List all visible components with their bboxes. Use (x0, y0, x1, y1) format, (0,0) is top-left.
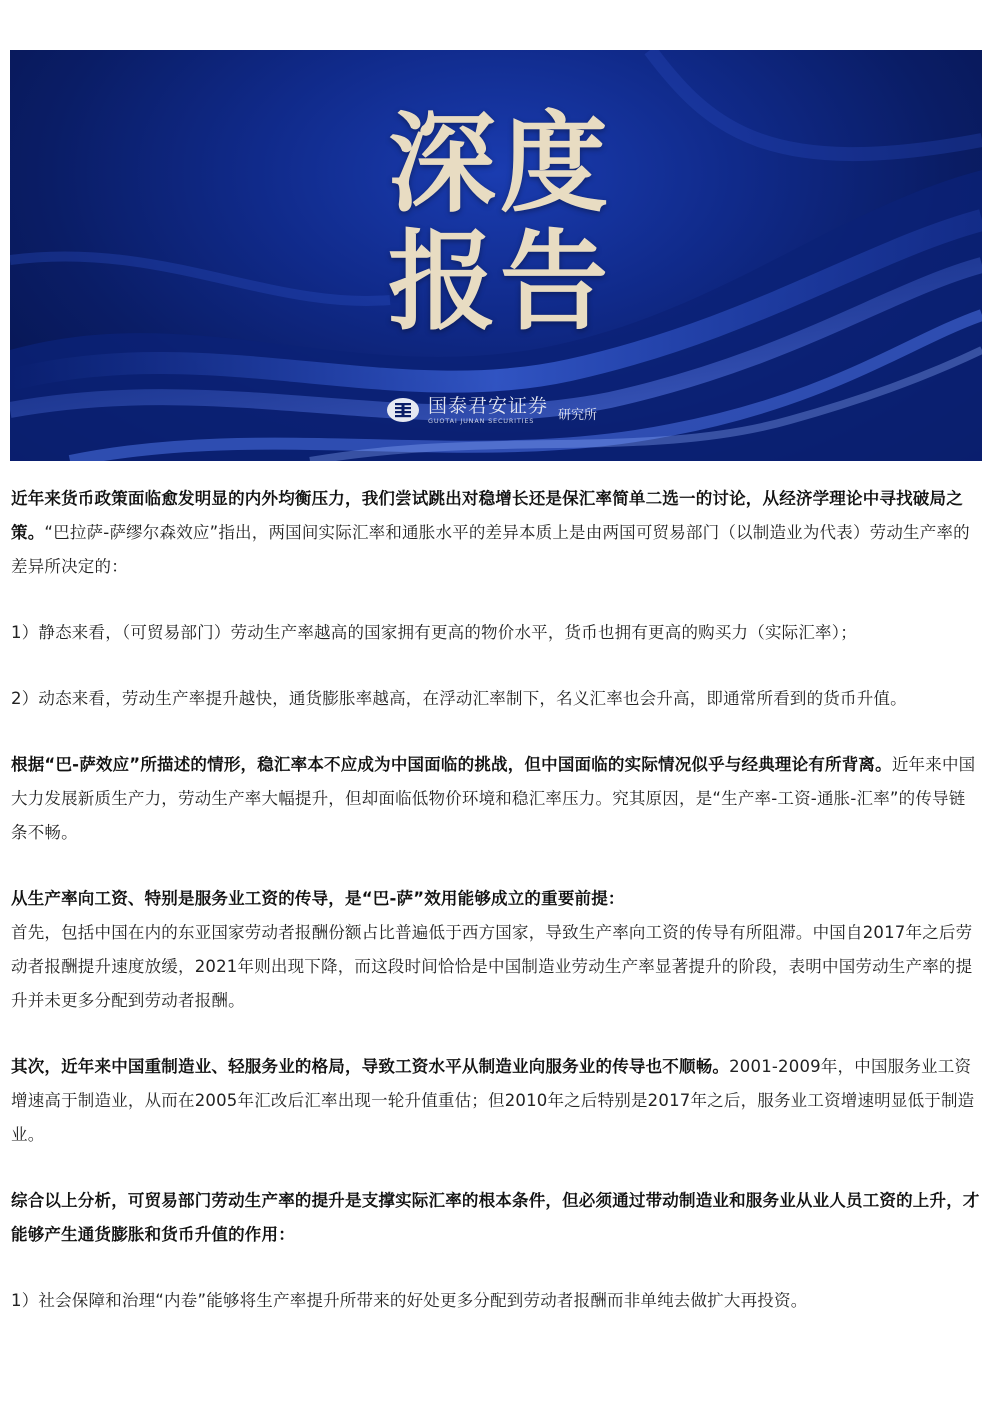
guotai-junan-logo-icon (386, 397, 420, 423)
intro-text: “巴拉萨-萨缪尔森效应”指出，两国间实际汇率和通胀水平的差异本质上是由两国可贸易部门（以制造业为代表）劳动生产率的差异所决定的： (11, 523, 970, 576)
paragraph-social-security: 1）社会保障和治理“内卷”能够将生产率提升所带来的好处更多分配到劳动者报酬而非单纯去做扩大再投资。 (11, 1291, 808, 1310)
paragraph-dynamic-view: 2）动态来看，劳动生产率提升越快，通货膨胀率越高，在浮动汇率制下，名义汇率也会升高，即通常所看到的货币升值。 (11, 689, 907, 708)
bs-effect-text: 近年来中国大力发展新质生产力，劳动生产率大幅提升，但却面临低物价环境和稳汇率压力。究其原因，是“生产率-工资-通胀-汇率”的传导链条不畅。 (11, 755, 976, 842)
brand-department: 研究所 (558, 407, 598, 423)
service-sector-text: 2001-2009年，中国服务业工资增速高于制造业，从而在2005年汇改后汇率出现一轮升值重估；但2010年之后特别是2017年之后，服务业工资增速明显低于制造业。 (11, 1057, 975, 1144)
brand-name: 国泰君安证券 (428, 394, 549, 417)
intro-bold-text: 近年来货币政策面临愈发明显的内外均衡压力，我们尝试跳出对稳增长还是保汇率简单二选一的讨论，从经济学理论中寻找破局之策。 (11, 489, 963, 542)
summary-bold-text: 综合以上分析，可贸易部门劳动生产率的提升是支撑实际汇率的根本条件，但必须通过带动制造业和服务业从业人员工资的上升，才能够产生通货膨胀和货币升值的作用： (11, 1191, 980, 1244)
banner-title-line2: 报告 (388, 219, 613, 345)
bs-effect-bold-text: 根据“巴-萨效应”所描述的情形，稳汇率本不应成为中国面临的挑战，但中国面临的实际情况似乎与经典理论有所背离。 (11, 755, 892, 774)
paragraph-bs-effect (11, 748, 981, 850)
article-body (11, 482, 981, 1318)
brand-english-name: GUOTAI JUNAN SECURITIES (428, 416, 535, 425)
paragraph-summary (11, 1184, 981, 1252)
paragraph-static-view: 1）静态来看，（可贸易部门）劳动生产率越高的国家拥有更高的物价水平，货币也拥有更高的购买力（实际汇率）； (11, 623, 857, 642)
service-sector-bold-text: 其次，近年来中国重制造业、轻服务业的格局，导致工资水平从制造业向服务业的传导也不顺畅。 (11, 1057, 730, 1076)
banner-title (388, 101, 638, 345)
report-banner (10, 50, 982, 461)
paragraph-wage-transmission (11, 882, 981, 1018)
brand-lockup (386, 390, 597, 430)
banner-title-line1: 深度 (388, 101, 613, 227)
brand-text (428, 395, 548, 426)
paragraph-service-sector (11, 1050, 981, 1152)
wage-transmission-text: 首先，包括中国在内的东亚国家劳动者报酬份额占比普遍低于西方国家，导致生产率向工资的传导有所阻滞。中国自2017年之后劳动者报酬提升速度放缓，2021年则出现下降，而这段时间恰恰是中国制造业劳动生产率显著提升的阶段，表明中国劳动生产率的提升并未更多分配到劳动者报酬。 (11, 923, 973, 1010)
paragraph-intro (11, 482, 981, 584)
wage-transmission-bold-text: 从生产率向工资、特别是服务业工资的传导，是“巴-萨”效用能够成立的重要前提： (11, 889, 625, 908)
